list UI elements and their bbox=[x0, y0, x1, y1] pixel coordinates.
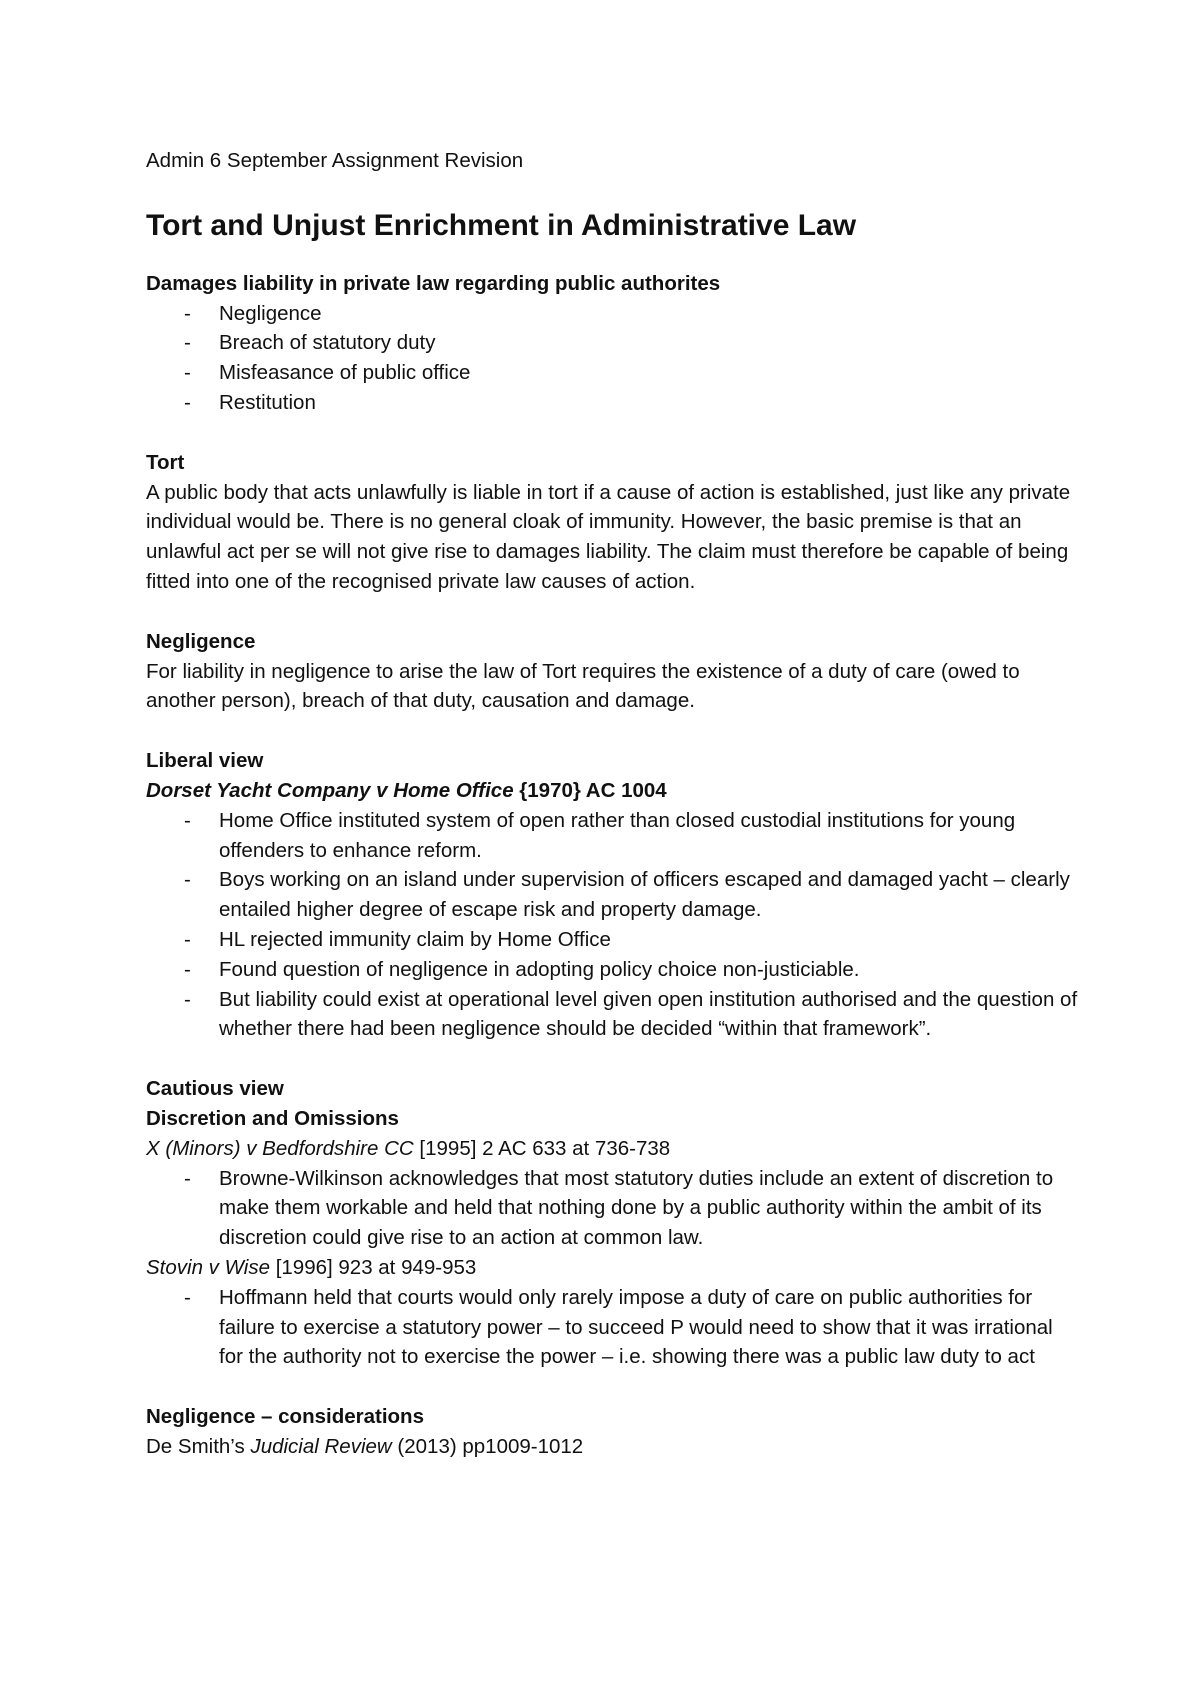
list-item bbox=[146, 955, 1080, 985]
list-item bbox=[146, 806, 1080, 866]
dash-bullet: - bbox=[184, 957, 191, 981]
dash-bullet: - bbox=[184, 868, 191, 892]
list-item-text: Found question of negligence in adopting policy choice non-justiciable. bbox=[219, 957, 860, 981]
list-item bbox=[146, 865, 1080, 925]
case1-list bbox=[146, 1164, 1080, 1253]
page-title: Tort and Unjust Enrichment in Administrative Law bbox=[146, 208, 857, 242]
case-citation bbox=[146, 1253, 1080, 1283]
dash-bullet: - bbox=[184, 1166, 191, 1190]
list-item bbox=[146, 358, 1080, 388]
case-reference: [1996] 923 at 949-953 bbox=[270, 1255, 477, 1279]
reference-line bbox=[146, 1432, 1080, 1462]
case-name: Dorset Yacht Company v Home Office bbox=[146, 778, 514, 802]
list-item bbox=[146, 925, 1080, 955]
negligence-body: For liability in negligence to arise the law of Tort requires the existence of a duty of care (owed to another person), breach of that duty, causation and damage. bbox=[146, 659, 1020, 713]
list-item-text: HL rejected immunity claim by Home Office bbox=[219, 927, 611, 951]
cautious-view-heading: Cautious view bbox=[146, 1077, 284, 1101]
considerations-heading: Negligence – considerations bbox=[146, 1405, 424, 1429]
damages-heading: Damages liability in private law regarding public authorites bbox=[146, 271, 721, 295]
dash-bullet: - bbox=[184, 987, 191, 1011]
dash-bullet: - bbox=[184, 808, 191, 832]
list-item-text: Browne-Wilkinson acknowledges that most statutory duties include an extent of discretion to make them workable and held that nothing done by a public authority within the ambit of its discretion could give rise to an action at common law. bbox=[219, 1166, 1054, 1250]
list-item bbox=[146, 1283, 1080, 1372]
list-item-text: Negligence bbox=[219, 301, 322, 325]
tort-heading: Tort bbox=[146, 450, 185, 474]
case-citation bbox=[146, 1134, 1080, 1164]
tort-body: A public body that acts unlawfully is liable in tort if a cause of action is established, just like any private individual would be. There is no general cloak of immunity. However, the basic premise is that an unlawful act per se will not give rise to damages liability. The claim must therefore be capable of being fitted into one of the recognised private law causes of action. bbox=[146, 480, 1071, 593]
list-item-text: Misfeasance of public office bbox=[219, 361, 471, 385]
dash-bullet: - bbox=[184, 331, 191, 355]
list-item-text: Hoffmann held that courts would only rarely impose a duty of care on public authorities for failure to exercise a statutory power – to succeed P would need to show that it was irrational for the authority not to exercise the power – i.e. showing there was a public law duty to act bbox=[219, 1285, 1053, 1369]
dash-bullet: - bbox=[184, 927, 191, 951]
reference-suffix: (2013) pp1009-1012 bbox=[391, 1434, 584, 1458]
case2-list bbox=[146, 1283, 1080, 1372]
list-item-text: Restitution bbox=[219, 390, 316, 414]
header-line: Admin 6 September Assignment Revision bbox=[146, 149, 524, 172]
dash-bullet: - bbox=[184, 361, 191, 385]
dash-bullet: - bbox=[184, 390, 191, 414]
list-item bbox=[146, 985, 1080, 1045]
case-name: X (Minors) v Bedfordshire CC bbox=[146, 1136, 414, 1160]
discretion-subheading: Discretion and Omissions bbox=[146, 1106, 399, 1130]
list-item bbox=[146, 1164, 1080, 1253]
list-item-text: Breach of statutory duty bbox=[219, 331, 436, 355]
damages-list bbox=[146, 299, 1080, 418]
list-item bbox=[146, 299, 1080, 329]
case-reference: [1995] 2 AC 633 at 736-738 bbox=[413, 1136, 671, 1160]
reference-prefix: De Smith’s bbox=[146, 1434, 251, 1458]
dash-bullet: - bbox=[184, 301, 191, 325]
liberal-view-list bbox=[146, 806, 1080, 1044]
list-item bbox=[146, 388, 1080, 418]
case-citation bbox=[146, 776, 1080, 806]
list-item-text: But liability could exist at operational level given open institution authorised and the question of whether there had been negligence should be decided “within that framework”. bbox=[219, 987, 1078, 1041]
case-reference: {1970} AC 1004 bbox=[513, 778, 667, 802]
list-item bbox=[146, 328, 1080, 358]
list-item-text: Boys working on an island under supervision of officers escaped and damaged yacht – clearly entailed higher degree of escape risk and property damage. bbox=[219, 868, 1070, 922]
liberal-view-heading: Liberal view bbox=[146, 749, 264, 773]
reference-title: Judicial Review bbox=[250, 1434, 392, 1458]
case-name: Stovin v Wise bbox=[146, 1255, 270, 1279]
list-item-text: Home Office instituted system of open rather than closed custodial institutions for young offenders to enhance reform. bbox=[219, 808, 1016, 862]
negligence-heading: Negligence bbox=[146, 629, 256, 653]
dash-bullet: - bbox=[184, 1285, 191, 1309]
